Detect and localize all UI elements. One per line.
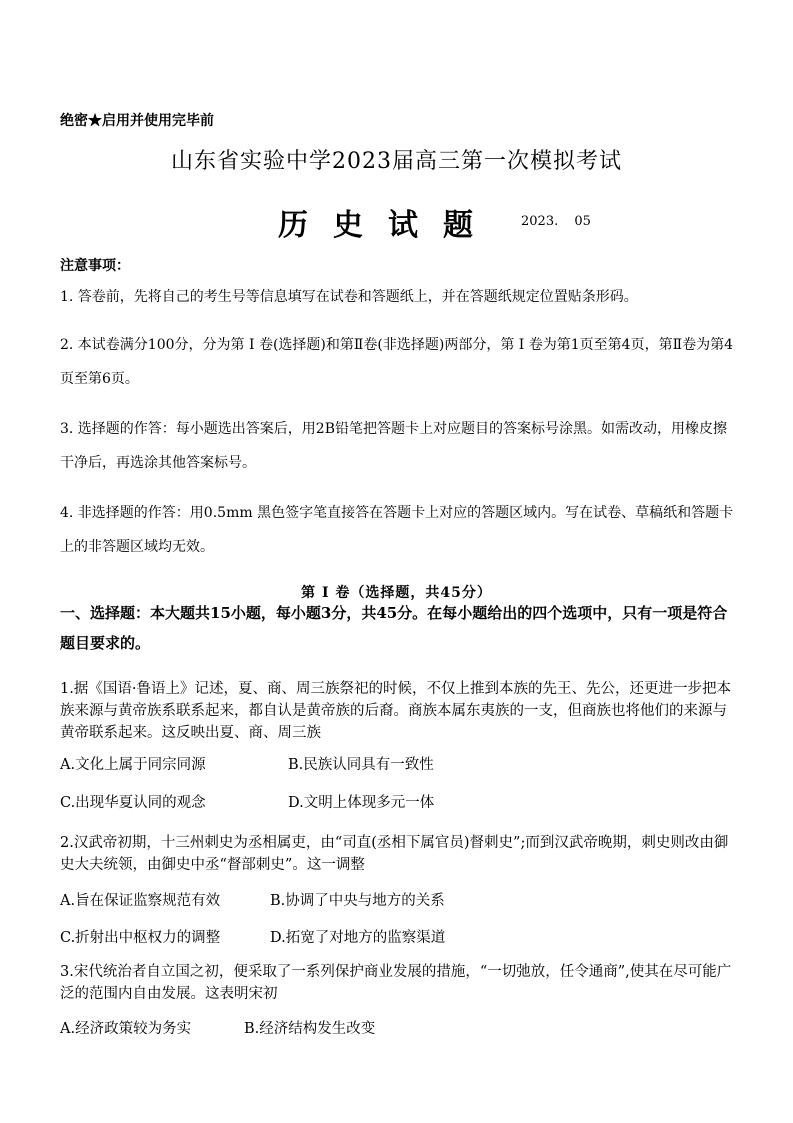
exam-date: 2023. 05 (521, 214, 591, 229)
notice-item: 3. 选择题的作答：每小题选出答案后，用2B铅笔把答题卡上对应题目的答案标号涂黑。如需改动，用橡皮擦干净后，再选涂其他答案标号。 (60, 421, 728, 471)
notice-item: 2. 本试卷满分100分，分为第 Ⅰ 卷(选择题)和第Ⅱ卷(非选择题)两部分，第 Ⅰ 卷为第1页至第4页，第Ⅱ卷为第4页至第6页。 (60, 337, 733, 387)
answer-option: A.文化上属于同宗同源 (60, 757, 206, 773)
answer-option: A.旨在保证监察规范有效 (60, 893, 221, 909)
answer-option: C.折射出中枢权力的调整 (60, 930, 221, 946)
answer-option: B.民族认同具有一致性 (288, 757, 434, 773)
answer-option: D.拓宽了对地方的监察渠道 (270, 930, 446, 946)
confidential-label: 绝密★启用并使用完毕前 (60, 113, 214, 129)
subject-title: 历史试题 (278, 208, 498, 243)
section-instruction: 一、选择题：本大题共15小题，每小题3分，共45分。在每小题给出的四个选项中，只有一项是符合题目要求的。 (60, 604, 728, 652)
answer-option: B.经济结构发生改变 (244, 1021, 376, 1037)
section-title: 第 Ⅰ 卷（选择题，共45分） (301, 585, 492, 601)
answer-option: B.协调了中央与地方的关系 (270, 893, 445, 909)
question-stem: 3.宋代统治者自立国之初，便采取了一系列保护商业发展的措施，“一切弛放，任令通商”,使其在尽可能广泛的范围内自由发展。这表明宋初 (60, 964, 732, 1002)
question-stem: 1.据《国语·鲁语上》记述，夏、商、周三族祭祀的时候，不仅上推到本族的先王、先公，还更进一步把本族来源与黄帝族系联系起来，都自认是黄帝族的后裔。商族本属东夷族的一支，但商族也将他们的来源与黄帝联系起来。这反映出夏、商、周三族 (60, 681, 731, 741)
question-stem: 2.汉武帝初期，十三州刺史为丞相属吏，由“司直(丞相下属官员)督刺史”;而到汉武帝晚期，刺史则改由御史大夫统领，由御史中丞“督部刺史”。这一调整 (60, 835, 729, 873)
notice-item: 4. 非选择题的作答：用0.5mm 黑色签字笔直接答在答题卡上对应的答题区域内。写在试卷、草稿纸和答题卡上的非答题区域均无效。 (60, 505, 734, 555)
school-title: 山东省实验中学2023届高三第一次模拟考试 (171, 149, 622, 174)
notice-item: 1. 答卷前，先将自己的考生号等信息填写在试卷和答题纸上，并在答题纸规定位置贴条形码。 (60, 289, 638, 305)
notice-heading: 注意事项： (60, 258, 130, 274)
answer-option: A.经济政策较为务实 (60, 1021, 192, 1037)
answer-option: C.出现华夏认同的观念 (60, 795, 206, 811)
answer-option: D.文明上体现多元一体 (288, 795, 435, 811)
